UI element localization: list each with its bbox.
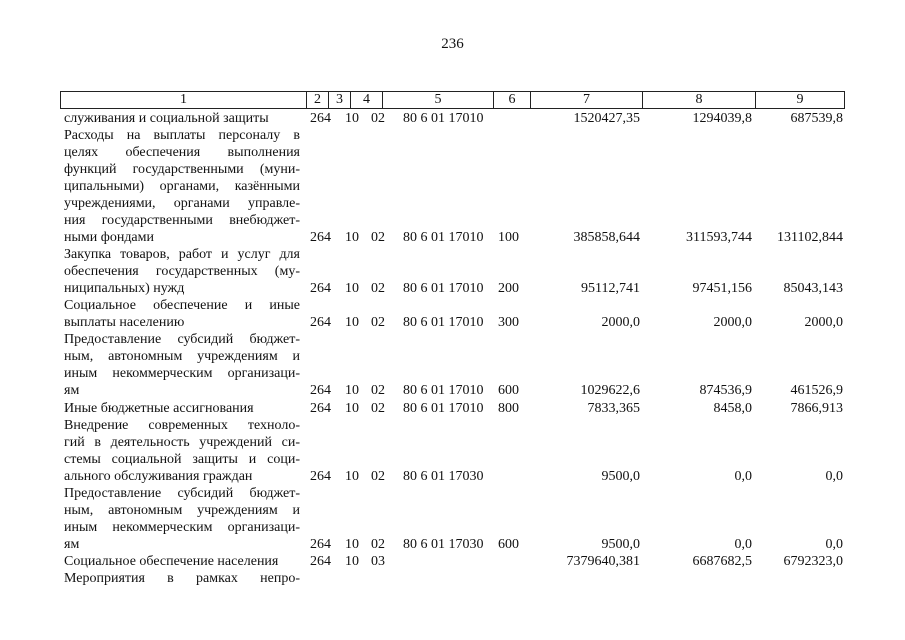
description-line: ципальными) органами, казёнными [64,179,300,194]
cell-c9: 0,0 [825,469,843,484]
header-col-6: 6 [493,92,530,108]
description-line: Мероприятия в рамках непро- [64,571,300,586]
cell-c7: 9500,0 [601,537,640,552]
description-line: иным некоммерческим организаци- [64,366,300,381]
header-col-2: 2 [306,92,328,108]
description-line: учреждениями, органами управле- [64,196,300,211]
description-line: стемы социальной защиты и соци- [64,452,300,467]
cell-c3: 10 [345,230,359,245]
description-line: Расходы на выплаты персоналу в [64,128,300,143]
description-line: ниципальных) нужд [64,281,185,296]
cell-c2: 264 [310,383,331,398]
cell-c8: 8458,0 [713,401,752,416]
row-description [64,297,300,331]
header-col-8: 8 [642,92,755,108]
row-description [64,417,300,485]
cell-c3: 10 [345,281,359,296]
header-col-3: 3 [328,92,350,108]
row-description [64,400,300,417]
cell-c3: 10 [345,401,359,416]
description-line: ального обслуживания граждан [64,469,253,484]
cell-c9: 461526,9 [790,383,843,398]
cell-c7: 95112,741 [581,281,640,296]
cell-c7: 2000,0 [601,315,640,330]
cell-c9: 85043,143 [783,281,843,296]
description-line: иным некоммерческим организаци- [64,520,300,535]
cell-c3: 10 [345,315,359,330]
header-col-7: 7 [530,92,642,108]
cell-c8: 2000,0 [713,315,752,330]
cell-c2: 264 [310,111,331,126]
cell-c3: 10 [345,537,359,552]
row-description [64,570,300,587]
cell-c2: 264 [310,469,331,484]
cell-c3: 10 [345,383,359,398]
description-line: обеспечения государственных (му- [64,264,300,279]
cell-c4: 02 [371,383,385,398]
description-line: Закупка товаров, работ и услуг для [64,247,300,262]
description-line: ям [64,537,80,552]
cell-c5: 80 6 01 17010 [403,281,484,296]
cell-c8: 97451,156 [692,281,752,296]
cell-c4: 02 [371,111,385,126]
row-description [64,485,300,553]
cell-c9: 131102,844 [777,230,843,245]
cell-c4: 03 [371,554,385,569]
description-line: ния государственными внебюджет- [64,213,300,228]
cell-c8: 0,0 [734,469,752,484]
cell-c9: 2000,0 [804,315,843,330]
description-line: ным, автономным учреждениям и [64,349,300,364]
cell-c6: 200 [498,281,519,296]
cell-c8: 6687682,5 [692,554,752,569]
cell-c5: 80 6 01 17010 [403,383,484,398]
cell-c5: 80 6 01 17010 [403,315,484,330]
cell-c9: 7866,913 [790,401,843,416]
cell-c5: 80 6 01 17030 [403,469,484,484]
cell-c2: 264 [310,401,331,416]
cell-c4: 02 [371,230,385,245]
row-description [64,246,300,297]
cell-c5: 80 6 01 17010 [403,230,484,245]
cell-c5: 80 6 01 17010 [403,401,484,416]
cell-c6: 600 [498,537,519,552]
description-line: Предоставление субсидий бюджет- [64,332,300,347]
row-description [64,331,300,399]
cell-c5: 80 6 01 17030 [403,537,484,552]
cell-c6: 600 [498,383,519,398]
cell-c7: 7833,365 [587,401,640,416]
header-col-5: 5 [382,92,493,108]
cell-c3: 10 [345,469,359,484]
cell-c4: 02 [371,469,385,484]
cell-c7: 1520427,35 [573,111,640,126]
cell-c3: 10 [345,111,359,126]
description-line: ям [64,383,80,398]
header-col-9: 9 [755,92,844,108]
cell-c4: 02 [371,315,385,330]
cell-c8: 1294039,8 [692,111,752,126]
row-description [64,553,300,570]
cell-c2: 264 [310,230,331,245]
cell-c9: 6792323,0 [783,554,843,569]
description-line: Предоставление субсидий бюджет- [64,486,300,501]
description-line: ным, автономным учреждениям и [64,503,300,518]
cell-c8: 0,0 [734,537,752,552]
cell-c7: 9500,0 [601,469,640,484]
page-number: 236 [441,36,464,52]
cell-c7: 1029622,6 [580,383,640,398]
cell-c6: 300 [498,315,519,330]
description-line: Социальное обеспечение и иные [64,298,300,313]
cell-c4: 02 [371,401,385,416]
description-line: выплаты населению [64,315,185,330]
cell-c4: 02 [371,537,385,552]
description-line: Иные бюджетные ассигнования [64,401,254,416]
table-header [60,91,845,109]
row-description [64,127,300,246]
description-line: гий в деятельность учреждений си- [64,435,300,450]
cell-c9: 687539,8 [790,111,843,126]
description-line: ными фондами [64,230,155,245]
description-line: Внедрение современных техноло- [64,418,300,433]
cell-c9: 0,0 [825,537,843,552]
cell-c4: 02 [371,281,385,296]
cell-c6: 100 [498,230,519,245]
description-line: служивания и социальной защиты [64,111,269,126]
cell-c2: 264 [310,315,331,330]
header-col-1: 1 [180,92,187,107]
cell-c2: 264 [310,554,331,569]
cell-c5: 80 6 01 17010 [403,111,484,126]
cell-c2: 264 [310,537,331,552]
cell-c2: 264 [310,281,331,296]
header-col-4: 4 [350,92,382,108]
cell-c8: 311593,744 [686,230,752,245]
row-description [64,110,300,127]
description-line: Социальное обеспечение населения [64,554,279,569]
cell-c3: 10 [345,554,359,569]
cell-c8: 874536,9 [699,383,752,398]
cell-c7: 385858,644 [573,230,640,245]
description-line: целях обеспечения выполнения [64,145,300,160]
cell-c7: 7379640,381 [566,554,640,569]
cell-c6: 800 [498,401,519,416]
description-line: функций государственными (муни- [64,162,300,177]
